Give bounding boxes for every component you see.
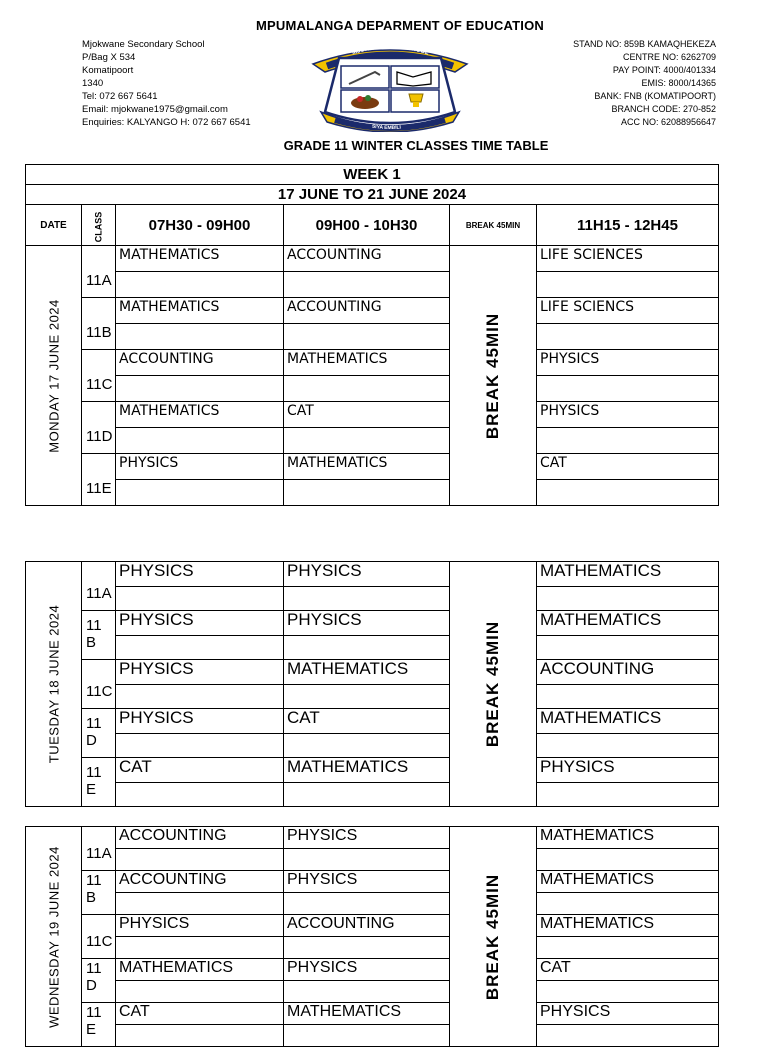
department-title: MPUMALANGA DEPARMENT OF EDUCATION: [255, 18, 544, 33]
empty-slot: [116, 937, 284, 959]
empty-slot: [284, 586, 450, 611]
class-cell: 11A: [82, 562, 116, 611]
empty-slot: [284, 684, 450, 709]
empty-slot: [116, 893, 284, 915]
break-cell: [450, 562, 537, 807]
empty-slot: [537, 849, 719, 871]
address-line: Email: mjokwane1975@gmail.com: [82, 104, 228, 115]
week-label: WEEK 1: [26, 165, 719, 185]
period2-subject: ACCOUNTING: [284, 915, 450, 937]
empty-slot: [284, 1025, 450, 1047]
period2-subject: MATHEMATICS: [284, 660, 450, 685]
period1-subject: PHYSICS: [116, 562, 284, 587]
break-cell: [450, 246, 537, 506]
empty-slot: [537, 376, 719, 402]
period1-subject: PHYSICS: [116, 611, 284, 636]
period3-subject: MATHEMATICS: [537, 871, 719, 893]
empty-slot: [537, 981, 719, 1003]
break-label: BREAK 45MIN: [483, 312, 502, 439]
period1-header: 07H30 - 09H00: [116, 205, 284, 246]
class-cell: 11D: [82, 402, 116, 454]
empty-slot: [537, 782, 719, 807]
detail-line: EMIS: 8000/14365: [641, 78, 716, 88]
day-label-cell: [26, 827, 82, 1047]
address-line: Enquiries: KALYANGO H: 072 667 6541: [82, 117, 251, 128]
empty-slot: [537, 635, 719, 660]
class-cell: 11A: [82, 246, 116, 298]
empty-slot: [537, 272, 719, 298]
period2-subject: CAT: [284, 402, 450, 428]
empty-slot: [116, 1025, 284, 1047]
period3-subject: CAT: [537, 454, 719, 480]
empty-slot: [116, 428, 284, 454]
empty-slot: [537, 684, 719, 709]
detail-line: BANK: FNB (KOMATIPOORT): [594, 91, 716, 101]
period2-subject: PHYSICS: [284, 562, 450, 587]
date-header: DATE: [26, 205, 82, 246]
empty-slot: [284, 782, 450, 807]
empty-slot: [284, 428, 450, 454]
empty-slot: [284, 324, 450, 350]
address-line: Mjokwane Secondary School: [82, 39, 205, 50]
crest-top-text: MJOKWANE SEC SCHOOL: [351, 44, 430, 57]
period1-subject: ACCOUNTING: [116, 871, 284, 893]
period1-subject: MATHEMATICS: [116, 959, 284, 981]
period2-subject: MATHEMATICS: [284, 350, 450, 376]
break-label: BREAK 45MIN: [483, 620, 502, 748]
empty-slot: [284, 849, 450, 871]
empty-slot: [537, 937, 719, 959]
empty-slot: [537, 428, 719, 454]
empty-slot: [537, 1025, 719, 1047]
period3-subject: PHYSICS: [537, 758, 719, 783]
class-cell: 11 B: [82, 871, 116, 915]
period2-header: 09H00 - 10H30: [284, 205, 450, 246]
empty-slot: [284, 376, 450, 402]
timetable-wednesday: [25, 826, 719, 1047]
empty-slot: [284, 635, 450, 660]
day-label: MONDAY 17 JUNE 2024: [46, 298, 61, 453]
period1-subject: ACCOUNTING: [116, 350, 284, 376]
empty-slot: [537, 324, 719, 350]
crest-motto: SIYA EMBILI: [371, 123, 402, 132]
class-cell: 11A: [82, 827, 116, 871]
period1-subject: MATHEMATICS: [116, 298, 284, 324]
period1-subject: PHYSICS: [116, 709, 284, 734]
break-label: BREAK 45MIN: [483, 873, 502, 1000]
empty-slot: [116, 849, 284, 871]
period2-subject: PHYSICS: [284, 871, 450, 893]
detail-line: STAND NO: 859B KAMAQHEKEZA: [573, 39, 716, 49]
empty-slot: [116, 635, 284, 660]
timetable-monday: [25, 164, 719, 506]
day-label-cell: [26, 562, 82, 807]
date-range: 17 JUNE TO 21 JUNE 2024: [26, 185, 719, 205]
class-cell: 11 D: [82, 959, 116, 1003]
school-details: [573, 38, 716, 129]
address-line: P/Bag X 534: [82, 52, 136, 63]
class-header-label: CLASS: [93, 211, 104, 242]
period3-subject: MATHEMATICS: [537, 709, 719, 734]
period3-subject: MATHEMATICS: [537, 915, 719, 937]
school-address: [82, 38, 251, 129]
class-cell: 11C: [82, 660, 116, 709]
empty-slot: [284, 733, 450, 758]
empty-slot: [116, 324, 284, 350]
class-header: [82, 205, 116, 246]
empty-slot: [116, 733, 284, 758]
period3-subject: MATHEMATICS: [537, 611, 719, 636]
period3-subject: PHYSICS: [537, 402, 719, 428]
period3-header: 11H15 - 12H45: [537, 205, 719, 246]
class-cell: 11E: [82, 454, 116, 506]
svg-text:SIYA EMBILI: [371, 124, 401, 131]
empty-slot: [537, 480, 719, 506]
school-crest-logo: [305, 42, 475, 132]
detail-line: CENTRE NO: 6262709: [622, 52, 716, 62]
period2-subject: MATHEMATICS: [284, 454, 450, 480]
period3-subject: ACCOUNTING: [537, 660, 719, 685]
empty-slot: [284, 480, 450, 506]
period3-subject: PHYSICS: [537, 350, 719, 376]
period3-subject: MATHEMATICS: [537, 827, 719, 849]
class-cell: 11 E: [82, 1003, 116, 1047]
period2-subject: PHYSICS: [284, 611, 450, 636]
period1-subject: MATHEMATICS: [116, 246, 284, 272]
empty-slot: [284, 272, 450, 298]
timetable-tuesday: [25, 561, 719, 807]
period3-subject: MATHEMATICS: [537, 562, 719, 587]
empty-slot: [116, 480, 284, 506]
period3-subject: LIFE SCIENCES: [537, 246, 719, 272]
period2-subject: MATHEMATICS: [284, 758, 450, 783]
day-label: TUESDAY 18 JUNE 2024: [46, 604, 61, 764]
empty-slot: [284, 981, 450, 1003]
class-cell: 11B: [82, 298, 116, 350]
period2-subject: ACCOUNTING: [284, 246, 450, 272]
empty-slot: [116, 376, 284, 402]
period1-subject: MATHEMATICS: [116, 402, 284, 428]
empty-slot: [116, 782, 284, 807]
day-label: WEDNESDAY 19 JUNE 2024: [46, 845, 61, 1028]
period1-subject: PHYSICS: [116, 454, 284, 480]
class-cell: 11 D: [82, 709, 116, 758]
period2-subject: ACCOUNTING: [284, 298, 450, 324]
empty-slot: [116, 272, 284, 298]
detail-line: PAY POINT: 4000/401334: [612, 65, 716, 75]
address-line: Tel: 072 667 5641: [82, 91, 158, 102]
empty-slot: [537, 733, 719, 758]
class-cell: 11 E: [82, 758, 116, 807]
class-cell: 11C: [82, 915, 116, 959]
period1-subject: PHYSICS: [116, 660, 284, 685]
period2-subject: MATHEMATICS: [284, 1003, 450, 1025]
empty-slot: [116, 684, 284, 709]
empty-slot: [537, 893, 719, 915]
detail-line: ACC NO: 62088956647: [620, 117, 716, 127]
empty-slot: [284, 893, 450, 915]
empty-slot: [537, 586, 719, 611]
empty-slot: [116, 586, 284, 611]
period2-subject: CAT: [284, 709, 450, 734]
period3-subject: CAT: [537, 959, 719, 981]
period2-subject: PHYSICS: [284, 827, 450, 849]
address-line: 1340: [82, 78, 104, 89]
detail-line: BRANCH CODE: 270-852: [611, 104, 716, 114]
period3-subject: PHYSICS: [537, 1003, 719, 1025]
day-label-cell: [26, 246, 82, 506]
timetable-title: GRADE 11 WINTER CLASSES TIME TABLE: [283, 138, 549, 153]
empty-slot: [284, 937, 450, 959]
period2-subject: PHYSICS: [284, 959, 450, 981]
class-cell: 11C: [82, 350, 116, 402]
empty-slot: [116, 981, 284, 1003]
address-line: Komatipoort: [82, 65, 134, 76]
period1-subject: ACCOUNTING: [116, 827, 284, 849]
period1-subject: CAT: [116, 758, 284, 783]
break-cell: [450, 827, 537, 1047]
period3-subject: LIFE SCIENCS: [537, 298, 719, 324]
period1-subject: PHYSICS: [116, 915, 284, 937]
break-header: BREAK 45MIN: [450, 205, 537, 246]
period1-subject: CAT: [116, 1003, 284, 1025]
class-cell: 11 B: [82, 611, 116, 660]
